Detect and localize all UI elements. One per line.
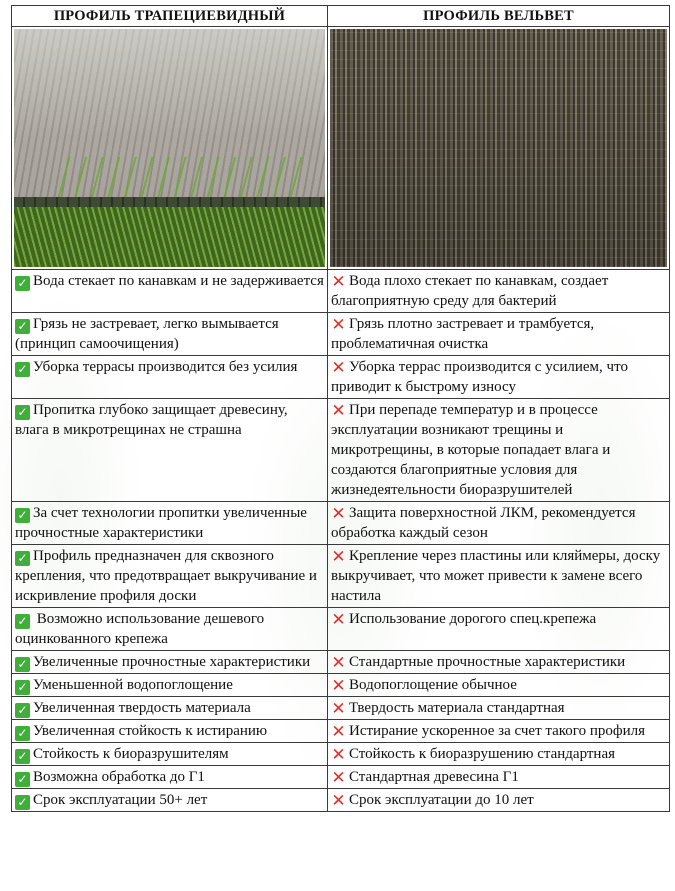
header-velvet: ПРОФИЛЬ ВЕЛЬВЕТ <box>328 6 670 27</box>
check-mark-icon: ✓ <box>15 551 30 566</box>
comparison-row <box>12 545 670 608</box>
trapezoid-deck-photo <box>14 29 325 267</box>
con-cell <box>328 651 670 674</box>
con-text: Использование дорогого спец.крепежа <box>349 611 597 627</box>
pro-text: Возможно использование дешевого оцинкованного крепежа <box>15 611 265 647</box>
check-mark-icon: ✓ <box>15 508 30 523</box>
con-text: Крепление через пластины или кляймеры, доску выкручивает, что может привести к замене всего настила <box>331 548 661 604</box>
con-text: Водопоглощение обычное <box>349 677 517 693</box>
check-mark-icon: ✓ <box>15 614 30 629</box>
pro-text: Возможна обработка до Г1 <box>33 769 205 785</box>
pro-text: Увеличенная твердость материала <box>33 700 251 716</box>
con-cell <box>328 313 670 356</box>
con-text: Стандартная древесина Г1 <box>349 769 519 785</box>
pro-text: Вода стекает по канавкам и не задерживается <box>33 273 324 289</box>
photo-row <box>12 27 670 270</box>
con-cell <box>328 789 670 812</box>
pro-cell <box>12 697 328 720</box>
con-cell <box>328 608 670 651</box>
cross-mark-icon: ✕ <box>331 610 346 630</box>
con-text: Защита поверхностной ЛКМ, рекомендуется обработка каждый сезон <box>331 505 636 541</box>
cross-mark-icon: ✕ <box>331 547 346 567</box>
con-text: Грязь плотно застревает и трамбуется, проблематичная очистка <box>331 316 595 352</box>
check-mark-icon: ✓ <box>15 657 30 672</box>
check-mark-icon: ✓ <box>15 319 30 334</box>
pro-text: Профиль предназначен для сквозного крепления, что предотвращает выкручивание и искривление профиля доски <box>15 548 317 604</box>
con-text: Стойкость к биоразрушению стандартная <box>349 746 616 762</box>
con-text: Истирание ускоренное за счет такого профиля <box>349 723 645 739</box>
pro-cell <box>12 608 328 651</box>
con-cell <box>328 356 670 399</box>
check-mark-icon: ✓ <box>15 703 30 718</box>
pro-cell <box>12 270 328 313</box>
con-cell <box>328 270 670 313</box>
photo-cell-trapezoid <box>12 27 328 270</box>
con-cell <box>328 399 670 502</box>
pro-cell <box>12 313 328 356</box>
pro-cell <box>12 356 328 399</box>
comparison-row <box>12 356 670 399</box>
comparison-row <box>12 766 670 789</box>
check-mark-icon: ✓ <box>15 772 30 787</box>
pro-text: Уборка террасы производится без усилия <box>33 359 298 375</box>
con-text: Уборка террас производится с усилием, что приводит к быстрому износу <box>331 359 628 395</box>
cross-mark-icon: ✕ <box>331 699 346 719</box>
comparison-row <box>12 789 670 812</box>
comparison-row <box>12 674 670 697</box>
pro-text: Увеличенные прочностные характеристики <box>33 654 311 670</box>
pro-cell <box>12 766 328 789</box>
con-cell <box>328 502 670 545</box>
comparison-row <box>12 399 670 502</box>
con-text: Твердость материала стандартная <box>349 700 565 716</box>
pro-text: Грязь не застревает, легко вымывается (принцип самоочищения) <box>15 316 279 352</box>
pro-text: Срок эксплуатации 50+ лет <box>33 792 208 808</box>
cross-mark-icon: ✕ <box>331 504 346 524</box>
con-cell <box>328 545 670 608</box>
pro-text: За счет технологии пропитки увеличенные прочностные характеристики <box>15 505 307 541</box>
comparison-row <box>12 651 670 674</box>
photo-cell-velvet <box>328 27 670 270</box>
con-text: Срок эксплуатации до 10 лет <box>349 792 534 808</box>
check-mark-icon: ✓ <box>15 726 30 741</box>
comparison-row <box>12 743 670 766</box>
pro-cell <box>12 720 328 743</box>
pro-text: Увеличенная стойкость к истиранию <box>33 723 268 739</box>
pro-cell <box>12 789 328 812</box>
cross-mark-icon: ✕ <box>331 358 346 378</box>
header-trapezoid: ПРОФИЛЬ ТРАПЕЦИЕВИДНЫЙ <box>12 6 328 27</box>
comparison-row <box>12 313 670 356</box>
comparison-row <box>12 502 670 545</box>
pro-cell <box>12 399 328 502</box>
header-row <box>12 6 670 27</box>
cross-mark-icon: ✕ <box>331 745 346 765</box>
comparison-row <box>12 270 670 313</box>
pro-cell <box>12 502 328 545</box>
cross-mark-icon: ✕ <box>331 676 346 696</box>
con-cell <box>328 720 670 743</box>
con-text: Вода плохо стекает по канавкам, создает благоприятную среду для бактерий <box>331 273 609 309</box>
pro-cell <box>12 651 328 674</box>
comparison-table <box>11 5 670 812</box>
cross-mark-icon: ✕ <box>331 722 346 742</box>
check-mark-icon: ✓ <box>15 405 30 420</box>
check-mark-icon: ✓ <box>15 749 30 764</box>
check-mark-icon: ✓ <box>15 795 30 810</box>
check-mark-icon: ✓ <box>15 276 30 291</box>
cross-mark-icon: ✕ <box>331 768 346 788</box>
pro-cell <box>12 743 328 766</box>
comparison-row <box>12 608 670 651</box>
con-cell <box>328 697 670 720</box>
cross-mark-icon: ✕ <box>331 315 346 335</box>
cross-mark-icon: ✕ <box>331 401 346 421</box>
pro-cell <box>12 674 328 697</box>
cross-mark-icon: ✕ <box>331 791 346 811</box>
comparison-row <box>12 697 670 720</box>
check-mark-icon: ✓ <box>15 362 30 377</box>
con-text: Стандартные прочностные характеристики <box>349 654 626 670</box>
con-text: При перепаде температур и в процессе эксплуатации возникают трещины и микротрещины, в которые попадает влага и создаются благоприятные условия для жизнедеятельности биоразрушителей <box>331 402 611 498</box>
cross-mark-icon: ✕ <box>331 272 346 292</box>
pro-text: Пропитка глубоко защищает древесину, влага в микротрещинах не страшна <box>15 402 288 438</box>
con-cell <box>328 743 670 766</box>
velvet-deck-photo <box>330 29 667 267</box>
pro-text: Стойкость к биоразрушителям <box>33 746 229 762</box>
pro-cell <box>12 545 328 608</box>
con-cell <box>328 674 670 697</box>
check-mark-icon: ✓ <box>15 680 30 695</box>
pro-text: Уменьшенной водопоглощение <box>33 677 233 693</box>
comparison-row <box>12 720 670 743</box>
con-cell <box>328 766 670 789</box>
cross-mark-icon: ✕ <box>331 653 346 673</box>
